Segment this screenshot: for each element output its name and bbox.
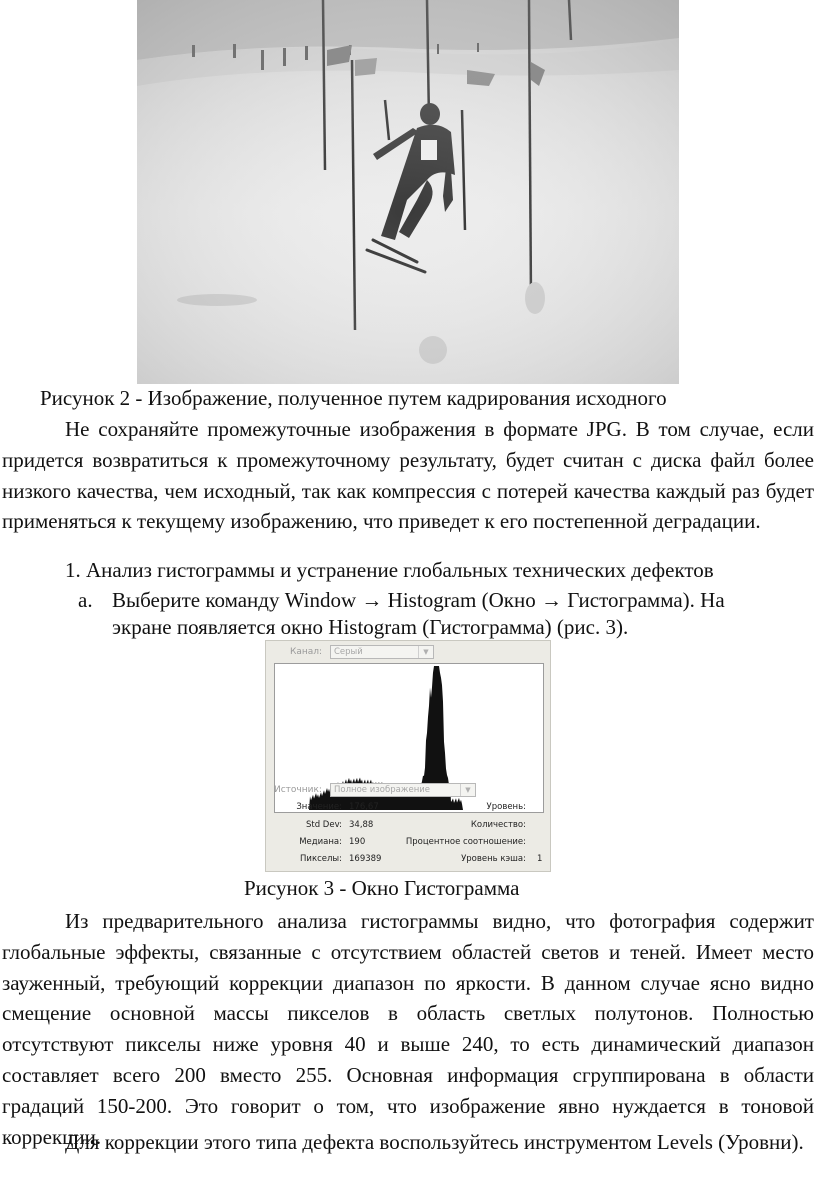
list-item-a-line1: Выберите команду Window → Histogram (Окно → Гистограмма). На xyxy=(112,588,725,612)
count-label: Количество: xyxy=(470,820,526,830)
cache-level-label: Уровень кэша: xyxy=(461,854,526,864)
std-dev-label: Std Dev: xyxy=(305,820,342,830)
figure-3-caption: Рисунок 3 - Окно Гистограмма xyxy=(244,876,520,900)
pixels-value: 169389 xyxy=(349,854,382,864)
paragraph-histogram-analysis: Из предварительного анализа гистограммы видно, что фотография содержит глобальные эффекты, связанные с отсутствием областей светов и теней. Имеет место зауженный, требующий коррекции диапазон по яркости. В данном случае ясно видно смещение основной массы пикселов в область светлых полутонов. Полностью отсутствуют пикселы ниже уровня 40 и выше 240, то есть динамический диапазон составляет всего 200 вместо 255. Основная информация сгруппирована в области градаций 150-200. Это говорит о том, что изображение явно нуждается в тоновой коррекции. xyxy=(2,909,814,1149)
median-label: Медиана: xyxy=(299,837,342,847)
histogram-window xyxy=(265,640,551,872)
channel-label: Канал: xyxy=(290,647,323,657)
percentile-label: Процентное соотношение: xyxy=(405,837,526,847)
source-select[interactable] xyxy=(330,783,476,797)
channel-select[interactable] xyxy=(330,645,434,659)
source-select-value: Полное изображение xyxy=(334,785,431,795)
pixels-label: Пикселы: xyxy=(300,854,342,864)
mean-label: Значение: xyxy=(296,802,342,812)
chevron-down-icon: ▼ xyxy=(418,646,433,658)
paragraph-jpg-warning: Не сохраняйте промежуточные изображения в формате JPG. В том случае, если придется возвратиться к промежуточному результату, будет считан с диска файл более низкого качества, чем исходный, так как компрессия с потерей качества каждый раз будет применяться к текущему изображению, что приведет к его постепенной деградации. xyxy=(2,417,814,534)
source-label: Источник: xyxy=(274,785,322,795)
list-item-1: 1. Анализ гистограммы и устранение глобальных технических дефектов xyxy=(65,558,714,582)
figure-2-caption: Рисунок 2 - Изображение, полученное путем кадрирования исходного xyxy=(40,386,667,410)
list-marker-a: a. xyxy=(78,588,93,612)
paragraph-levels-tool: Для коррекции этого типа дефекта воспользуйтесь инструментом Levels (Уровни). xyxy=(65,1130,804,1154)
median-value: 190 xyxy=(349,837,366,847)
list-item-a-line2: экране появляется окно Histogram (Гистограмма) (рис. 3). xyxy=(112,615,629,639)
std-dev-value: 34,88 xyxy=(349,820,374,830)
slalom-skier-photo xyxy=(137,0,679,384)
level-label: Уровень: xyxy=(486,802,526,812)
photo-illustration xyxy=(137,0,679,384)
chevron-down-icon: ▼ xyxy=(460,784,475,796)
cache-level-value: 1 xyxy=(537,854,543,864)
mean-value: 176,67 xyxy=(349,802,379,812)
channel-select-value: Серый xyxy=(334,647,363,657)
